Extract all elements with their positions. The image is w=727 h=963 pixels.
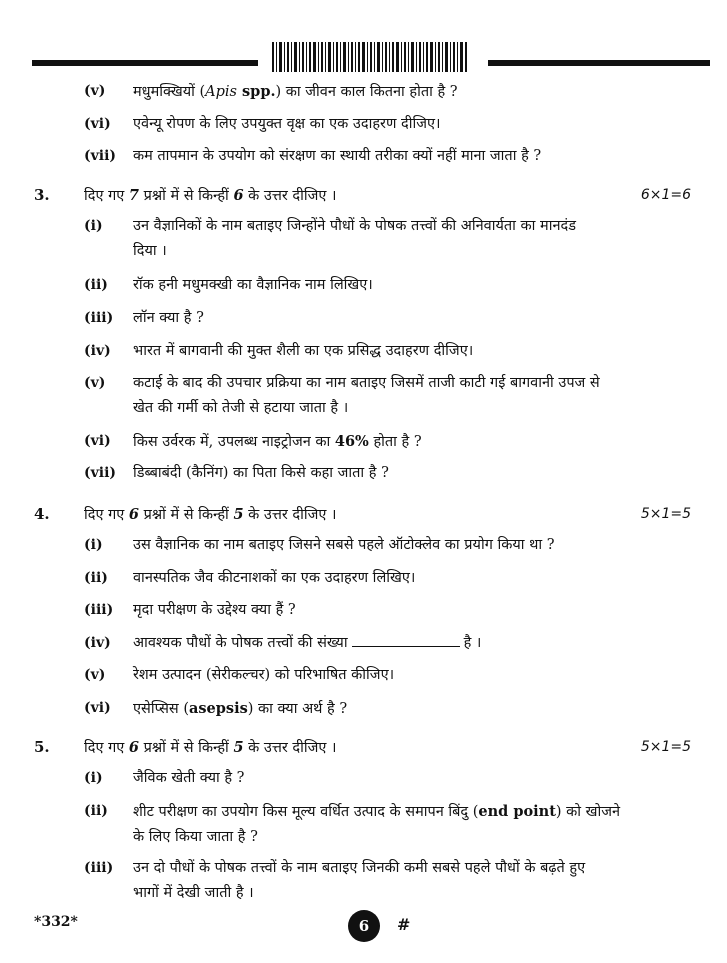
item-number: (v) <box>84 375 106 391</box>
item-number: (vii) <box>84 465 117 481</box>
item-text: मृदा परीक्षण के उद्देश्य क्या हैं ? <box>133 602 296 618</box>
header-rule-left <box>32 60 258 66</box>
item-number: (i) <box>84 218 103 234</box>
header-rule-right <box>488 60 710 66</box>
item-text: उन दो पौधों के पोषक तत्त्वों के नाम बताइए जिनकी कमी सबसे पहले पौधों के बढ़ते हुए भागों में देखी जाती है । <box>133 860 586 901</box>
item-number: (i) <box>84 770 103 786</box>
item-number: (vi) <box>84 700 111 716</box>
marks-allocation: 6×1=6 <box>640 187 691 203</box>
item-text: कटाई के बाद की उपचार प्रक्रिया का नाम बताइए जिसमें ताजी काटी गई बागवानी उपज से खेत की गर्मी को तेजी से हटाया जाता है । <box>133 375 600 416</box>
item-number: (iii) <box>84 602 114 618</box>
paper-code: *332* <box>34 914 78 930</box>
marks-allocation: 5×1=5 <box>640 739 691 755</box>
question-number: 3. <box>34 186 50 204</box>
item-text: एसेप्सिस (asepsis) का क्या अर्थ है ? <box>133 700 348 717</box>
item-number: (iii) <box>84 310 114 326</box>
marks-allocation: 5×1=5 <box>640 506 691 522</box>
item-number: (v) <box>84 667 106 683</box>
item-text: डिब्बाबंदी (कैनिंग) का पिता किसे कहा जाता है ? <box>133 465 389 481</box>
item-text: वानस्पतिक जैव कीटनाशकों का एक उदाहरण लिखिए। <box>133 570 416 586</box>
item-text: एवेन्यू रोपण के लिए उपयुक्त वृक्ष का एक उदाहरण दीजिए। <box>133 116 441 132</box>
item-number: (v) <box>84 83 106 99</box>
item-text: जैविक खेती क्या है ? <box>133 770 245 786</box>
item-text: किस उर्वरक में, उपलब्ध नाइट्रोजन का 46% होता है ? <box>133 433 422 450</box>
item-number: (iv) <box>84 635 111 651</box>
item-text: उन वैज्ञानिकों के नाम बताइए जिन्होंने पौधों के पोषक तत्त्वों की अनिवार्यता का मानदंड दिया । <box>133 218 576 259</box>
footer-symbol: # <box>397 915 411 934</box>
item-number: (ii) <box>84 277 108 293</box>
item-number: (vi) <box>84 116 111 132</box>
item-number: (vi) <box>84 433 111 449</box>
barcode <box>272 42 468 72</box>
question-instruction: दिए गए 6 प्रश्नों में से किन्हीं 5 के उत्तर दीजिए । <box>84 739 337 756</box>
page-number: 6 <box>348 910 380 942</box>
item-number: (ii) <box>84 570 108 586</box>
item-text: रेशम उत्पादन (सेरीकल्चर) को परिभाषित कीजिए। <box>133 667 395 683</box>
item-text: कम तापमान के उपयोग को संरक्षण का स्थायी तरीका क्यों नहीं माना जाता है ? <box>133 148 542 164</box>
item-text: शीट परीक्षण का उपयोग किस मूल्य वर्धित उत्पाद के समापन बिंदु (end point) को खोजने के लिए किया जाता है ? <box>133 803 621 845</box>
question-number: 5. <box>34 738 50 756</box>
item-text: मधुमक्खियों (Apis spp.) का जीवन काल कितना होता है ? <box>133 83 458 100</box>
question-instruction: दिए गए 7 प्रश्नों में से किन्हीं 6 के उत्तर दीजिए । <box>84 187 337 204</box>
item-text: लॉन क्या है ? <box>133 310 204 326</box>
item-number: (iv) <box>84 343 111 359</box>
question-instruction: दिए गए 6 प्रश्नों में से किन्हीं 5 के उत्तर दीजिए । <box>84 506 337 523</box>
item-number: (vii) <box>84 148 117 164</box>
item-text: भारत में बागवानी की मुक्त शैली का एक प्रसिद्ध उदाहरण दीजिए। <box>133 343 474 359</box>
item-number: (iii) <box>84 860 114 876</box>
item-text: आवश्यक पौधों के पोषक तत्त्वों की संख्या है । <box>133 631 657 656</box>
item-number: (i) <box>84 537 103 553</box>
item-text: रॉक हनी मधुमक्खी का वैज्ञानिक नाम लिखिए। <box>133 277 373 293</box>
question-number: 4. <box>34 505 50 523</box>
item-text: उस वैज्ञानिक का नाम बताइए जिसने सबसे पहले ऑटोक्लेव का प्रयोग किया था ? <box>133 537 555 553</box>
item-number: (ii) <box>84 803 108 819</box>
fill-in-blank <box>352 632 460 647</box>
